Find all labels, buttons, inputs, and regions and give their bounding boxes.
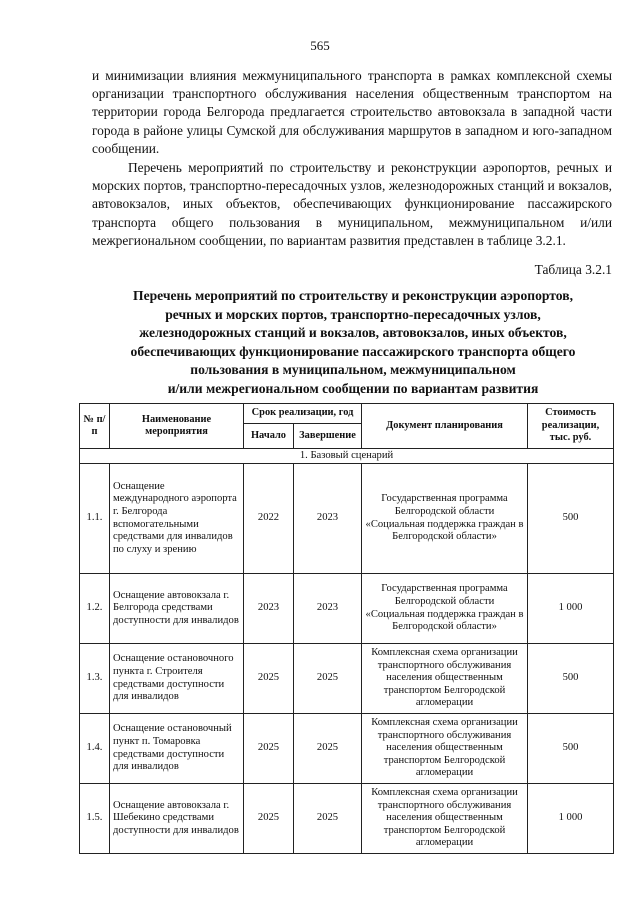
cell-start: 2025 [244, 644, 294, 714]
cell-num: 1.2. [80, 574, 110, 644]
table-title-line: пользования в муниципальном, межмуниципальном [190, 362, 516, 377]
table-title-line: железнодорожных станций и вокзалов, автовокзалов, иных объектов, [139, 325, 567, 340]
table-title-line: и/или межрегиональном сообщении по вариантам развития [167, 380, 539, 396]
header-document: Документ планирования [362, 404, 528, 449]
cell-start: 2025 [244, 714, 294, 784]
paragraph-intro: и минимизации влияния межмуниципального транспорта в рамках комплексной схемы организации транспортного обслуживания населения общественным транспортом на территории города Белгорода предлагается строительство автовокзала в западной части города в районе улицы Сумской для обслуживания маршрутов в западном и юго-западном сообщении. [92, 68, 612, 156]
cell-document: Комплексная схема организации транспортного обслуживания населения общественным транспортом Белгородской агломерации [362, 714, 528, 784]
header-start: Начало [244, 424, 294, 449]
table-row [80, 784, 614, 854]
cell-document: Комплексная схема организации транспортного обслуживания населения общественным транспортом Белгородской агломерации [362, 644, 528, 714]
cell-num: 1.4. [80, 714, 110, 784]
cell-name: Оснащение автовокзала г. Шебекино средствами доступности для инвалидов [110, 784, 244, 854]
cell-end: 2025 [294, 644, 362, 714]
cell-cost: 1 000 [528, 784, 614, 854]
header-cost: Стоимость реализации, тыс. руб. [528, 404, 614, 449]
cell-cost: 500 [528, 464, 614, 574]
measures-table [79, 403, 614, 854]
table-title [96, 287, 610, 398]
cell-name: Оснащение остановочного пункта г. Строителя средствами доступности для инвалидов [110, 644, 244, 714]
table-row [80, 464, 614, 574]
table-row [80, 644, 614, 714]
cell-cost: 500 [528, 714, 614, 784]
cell-end: 2025 [294, 714, 362, 784]
header-end: Завершение [294, 424, 362, 449]
header-num: № п/п [80, 404, 110, 449]
cell-start: 2022 [244, 464, 294, 574]
table-caption: Таблица 3.2.1 [534, 262, 612, 277]
table-title-line: обеспечивающих функционирование пассажирского транспорта общего [130, 343, 576, 359]
cell-document: Комплексная схема организации транспортного обслуживания населения общественным транспортом Белгородской агломерации [362, 784, 528, 854]
cell-name: Оснащение международного аэропорта г. Белгорода вспомогательными средствами для инвалидов по слуху и зрению [110, 464, 244, 574]
table-row [80, 714, 614, 784]
cell-end: 2025 [294, 784, 362, 854]
cell-end: 2023 [294, 464, 362, 574]
paragraph-list-description: Перечень мероприятий по строительству и реконструкции аэропортов, речных и морских портов, транспортно-пересадочных узлов, железнодорожных станций и вокзалов, автовокзалов, иных объектов, обеспечивающих функционирование пассажирского транспорта общего пользования в муниципальном, межмуниципальном и/или межрегиональном сообщении, по вариантам развития представлен в таблице 3.2.1. [92, 160, 612, 248]
header-period: Срок реализации, год [244, 404, 362, 424]
table-row [80, 574, 614, 644]
cell-cost: 1 000 [528, 574, 614, 644]
cell-num: 1.1. [80, 464, 110, 574]
cell-end: 2023 [294, 574, 362, 644]
section-row: 1. Базовый сценарий [80, 449, 614, 464]
table-title-line: речных и морских портов, транспортно-пересадочных узлов, [165, 306, 541, 322]
page-number: 565 [310, 38, 330, 53]
cell-start: 2023 [244, 574, 294, 644]
cell-document: Государственная программа Белгородской области «Социальная поддержка граждан в Белгородской области» [362, 464, 528, 574]
cell-cost: 500 [528, 644, 614, 714]
header-name: Наименование мероприятия [110, 404, 244, 449]
cell-start: 2025 [244, 784, 294, 854]
cell-num: 1.5. [80, 784, 110, 854]
cell-num: 1.3. [80, 644, 110, 714]
cell-document: Государственная программа Белгородской области «Социальная поддержка граждан в Белгородской области» [362, 574, 528, 644]
cell-name: Оснащение остановочный пункт п. Томаровка средствами доступности для инвалидов [110, 714, 244, 784]
table-title-line: Перечень мероприятий по строительству и реконструкции аэропортов, [133, 288, 573, 303]
cell-name: Оснащение автовокзала г. Белгорода средствами доступности для инвалидов [110, 574, 244, 644]
